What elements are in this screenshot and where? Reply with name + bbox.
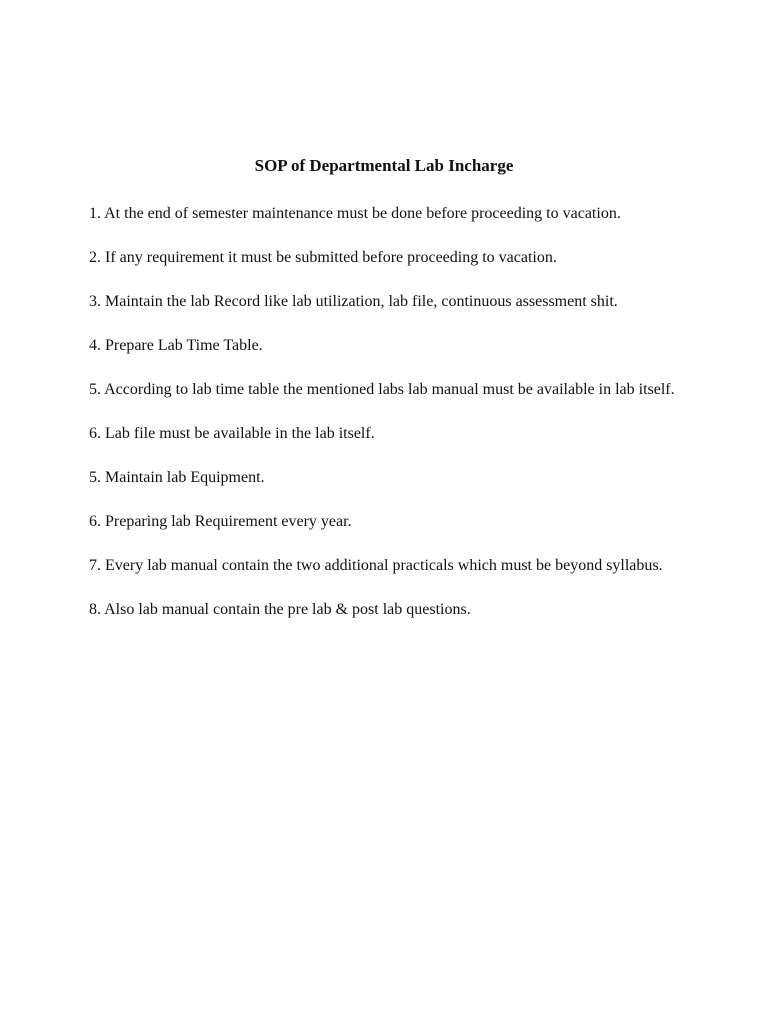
sop-item-7: 5. Maintain lab Equipment. — [89, 469, 265, 486]
sop-item-5: 5. According to lab time table the mentioned labs lab manual must be available in lab itself. — [89, 381, 675, 398]
document-title: SOP of Departmental Lab Incharge — [254, 156, 514, 175]
sop-item-1: 1. At the end of semester maintenance must be done before proceeding to vacation. — [89, 205, 621, 222]
sop-item-8: 6. Preparing lab Requirement every year. — [89, 513, 352, 530]
sop-item-3: 3. Maintain the lab Record like lab utilization, lab file, continuous assessment shit. — [89, 293, 618, 310]
sop-item-9: 7. Every lab manual contain the two additional practicals which must be beyond syllabus. — [89, 557, 663, 574]
sop-item-2: 2. If any requirement it must be submitted before proceeding to vacation. — [89, 249, 557, 266]
sop-item-6: 6. Lab file must be available in the lab itself. — [89, 425, 375, 442]
sop-list — [89, 198, 689, 638]
sop-item-4: 4. Prepare Lab Time Table. — [89, 337, 263, 354]
sop-item-10: 8. Also lab manual contain the pre lab & post lab questions. — [89, 601, 471, 618]
